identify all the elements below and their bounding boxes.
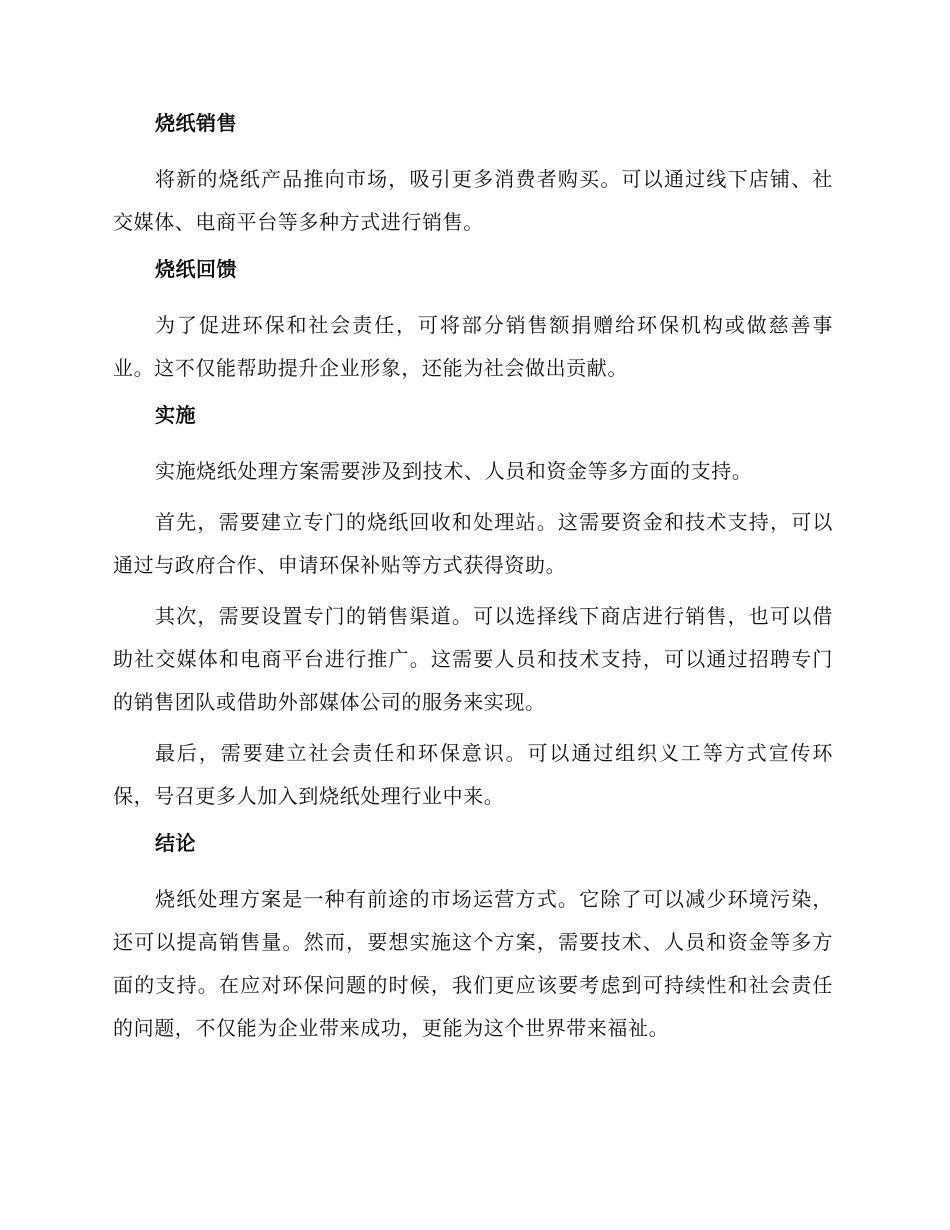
paragraph: 将新的烧纸产品推向市场，吸引更多消费者购买。可以通过线下店铺、社交媒体、电商平台等多种方式进行销售。 [113,167,833,234]
section-sales [113,108,833,244]
section-heading: 烧纸回馈 [155,257,237,281]
paragraph: 首先，需要建立专门的烧纸回收和处理站。这需要资金和技术支持，可以通过与政府合作、申请环保补贴等方式获得资助。 [113,510,833,577]
paragraph: 最后，需要建立社会责任和环保意识。可以通过组织义工等方式宣传环保，号召更多人加入到烧纸处理行业中来。 [113,741,833,808]
section-heading: 烧纸销售 [155,111,237,135]
paragraph: 为了促进环保和社会责任，可将部分销售额捐赠给环保机构或做慈善事业。这不仅能帮助提升企业形象，还能为社会做出贡献。 [113,313,833,380]
section-conclusion [113,828,833,1050]
paragraph: 烧纸处理方案是一种有前途的市场运营方式。它除了可以减少环境污染，还可以提高销售量。然而，要想实施这个方案，需要技术、人员和资金等多方面的支持。在应对环保问题的时候，我们更应该要考虑到可持续性和社会责任的问题，不仅能为企业带来成功，更能为这个世界带来福祉。 [113,887,833,1040]
section-feedback [113,254,833,390]
section-implementation [113,400,833,818]
section-heading: 实施 [155,403,196,427]
section-heading: 结论 [155,831,196,855]
paragraph: 实施烧纸处理方案需要涉及到技术、人员和资金等多方面的支持。 [155,459,753,483]
document-page [113,108,833,1058]
paragraph: 其次，需要设置专门的销售渠道。可以选择线下商店进行销售，也可以借助社交媒体和电商平台进行推广。这需要人员和技术支持，可以通过招聘专门的销售团队或借助外部媒体公司的服务来实现。 [113,604,833,714]
